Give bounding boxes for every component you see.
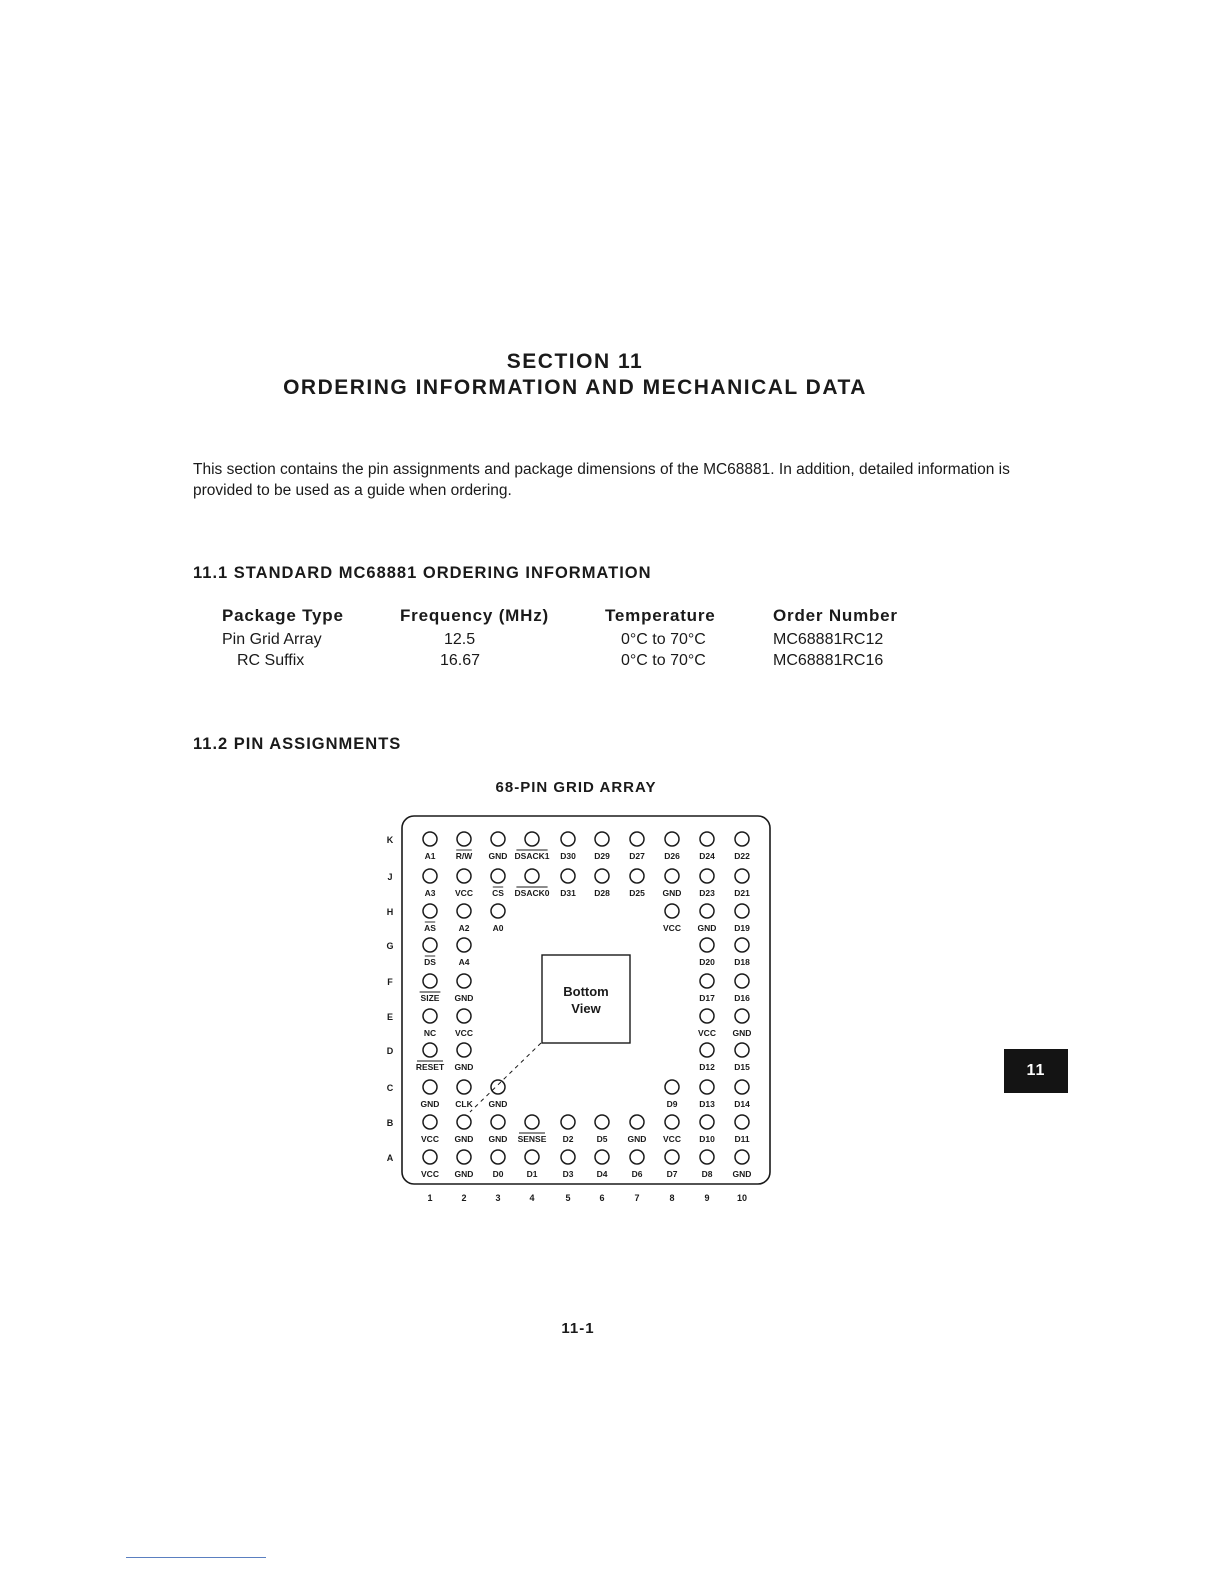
- pin-circle: [525, 832, 539, 846]
- pin-circle: [595, 869, 609, 883]
- pin-label: SIZE: [420, 993, 440, 1003]
- bottom-view-label: View: [571, 1001, 601, 1016]
- pin-circle: [525, 869, 539, 883]
- pin-label: D17: [699, 993, 715, 1003]
- pin-label: CS: [492, 888, 504, 898]
- pin-circle: [423, 1009, 437, 1023]
- pin-label: D21: [734, 888, 750, 898]
- section-number: SECTION 11: [506, 350, 644, 373]
- pin-label: D24: [699, 851, 715, 861]
- pin-label: D27: [629, 851, 645, 861]
- pin-label: D16: [734, 993, 750, 1003]
- order-row1: MC68881RC12: [773, 631, 884, 648]
- pin-circle: [423, 938, 437, 952]
- pin-label: D19: [734, 923, 750, 933]
- pin-label: GND: [488, 851, 508, 861]
- pin-circle: [457, 1080, 471, 1094]
- pin-circle: [735, 832, 749, 846]
- pin-label: D23: [699, 888, 715, 898]
- pin-circle: [735, 1115, 749, 1129]
- col-number: 3: [495, 1193, 501, 1203]
- row-letter: G: [386, 941, 394, 951]
- pin-circle: [423, 832, 437, 846]
- pin-label: D26: [664, 851, 680, 861]
- pin-label: D0: [492, 1169, 504, 1179]
- pin-circle: [423, 869, 437, 883]
- pin-label: NC: [423, 1028, 437, 1038]
- pin-circle: [525, 1150, 539, 1164]
- pin-label: D18: [734, 957, 750, 967]
- bottom-view-label: Bottom: [563, 984, 609, 999]
- col-number: 1: [427, 1193, 433, 1203]
- pin-circle: [630, 832, 644, 846]
- pin-circle: [735, 1009, 749, 1023]
- pin-label: D28: [594, 888, 610, 898]
- pin-circle: [595, 1150, 609, 1164]
- pin-circle: [665, 904, 679, 918]
- pin-label: GND: [627, 1134, 647, 1144]
- pin-label: D10: [699, 1134, 715, 1144]
- pin-label: SENSE: [517, 1134, 547, 1144]
- pin-circle: [423, 1043, 437, 1057]
- pin-circle: [423, 1150, 437, 1164]
- col-header-package: Package Type: [222, 606, 344, 625]
- pin-circle: [561, 1150, 575, 1164]
- pin-label: D29: [594, 851, 610, 861]
- col-number: 10: [736, 1193, 748, 1203]
- pin-label: GND: [454, 993, 474, 1003]
- pin-label: D5: [596, 1134, 608, 1144]
- pin-circle: [595, 1115, 609, 1129]
- pin-label: D15: [734, 1062, 750, 1072]
- pin-label: D6: [631, 1169, 643, 1179]
- pin-label: D31: [560, 888, 576, 898]
- intro-paragraph: This section contains the pin assignments and package dimensions of the MC68881. In addition, detailed information is provided to be used as a guide when ordering.: [193, 461, 1010, 499]
- pin-circle: [457, 974, 471, 988]
- row-letter: F: [387, 977, 393, 987]
- pin-circle: [561, 832, 575, 846]
- pin-label: D11: [734, 1134, 750, 1144]
- pin-circle: [700, 1080, 714, 1094]
- pin-label: D12: [699, 1062, 715, 1072]
- pin-label: VCC: [698, 1028, 716, 1038]
- pin-label: D25: [629, 888, 645, 898]
- pin-circle: [735, 974, 749, 988]
- pin-circle: [561, 1115, 575, 1129]
- pin-label: VCC: [421, 1134, 439, 1144]
- row-letter: K: [386, 835, 394, 845]
- pins-heading: 11.2 PIN ASSIGNMENTS: [193, 735, 402, 753]
- pin-circle: [491, 869, 505, 883]
- pin-label: A1: [424, 851, 436, 861]
- row-letter: B: [386, 1118, 394, 1128]
- pin-circle: [665, 832, 679, 846]
- package-type-line2: RC Suffix: [237, 652, 305, 669]
- row-letter: C: [386, 1083, 394, 1093]
- pin-circle: [665, 869, 679, 883]
- pin-circle: [630, 1150, 644, 1164]
- pin-circle: [735, 1080, 749, 1094]
- pin-circle: [457, 869, 471, 883]
- section-title: ORDERING INFORMATION AND MECHANICAL DATA: [283, 376, 867, 399]
- pin-circle: [700, 904, 714, 918]
- pin-label: GND: [454, 1062, 474, 1072]
- footer-rule: [126, 1557, 266, 1558]
- figure-title: 68-PIN GRID ARRAY: [495, 779, 657, 796]
- pin-circle: [491, 1150, 505, 1164]
- pin-label: VCC: [455, 1028, 473, 1038]
- pin-label: GND: [420, 1099, 440, 1109]
- col-number: 7: [634, 1193, 640, 1203]
- freq-row2: 16.67: [440, 652, 481, 669]
- pin-circle: [630, 1115, 644, 1129]
- pin-circle: [457, 1043, 471, 1057]
- pin-label: GND: [662, 888, 682, 898]
- pin-circle: [700, 938, 714, 952]
- pin-label: D2: [562, 1134, 574, 1144]
- pin-circle: [735, 904, 749, 918]
- pin-label: DSACK0: [514, 888, 550, 898]
- pin-circle: [700, 869, 714, 883]
- pin-label: D7: [666, 1169, 678, 1179]
- pin-label: VCC: [663, 923, 681, 933]
- pin-label: A4: [458, 957, 470, 967]
- pin-circle: [630, 869, 644, 883]
- pin-label: GND: [454, 1134, 474, 1144]
- pin-circle: [735, 1150, 749, 1164]
- pin-circle: [423, 1080, 437, 1094]
- pin-label: D4: [596, 1169, 608, 1179]
- pin-circle: [423, 1115, 437, 1129]
- pin-label: A0: [492, 923, 504, 933]
- pin-circle: [423, 974, 437, 988]
- ordering-heading: 11.1 STANDARD MC68881 ORDERING INFORMATION: [193, 564, 652, 582]
- pin-label: GND: [454, 1169, 474, 1179]
- temp-row1: 0°C to 70°C: [621, 631, 706, 648]
- pin-label: D9: [666, 1099, 678, 1109]
- row-letter: H: [386, 907, 394, 917]
- pin-circle: [457, 1009, 471, 1023]
- col-header-temperature: Temperature: [605, 606, 716, 625]
- pin-label: R/W: [455, 851, 473, 861]
- col-number: 4: [529, 1193, 535, 1203]
- pin-circle: [735, 1043, 749, 1057]
- pin-label: A3: [424, 888, 436, 898]
- pin-label: D8: [701, 1169, 713, 1179]
- pin-circle: [665, 1150, 679, 1164]
- pin-label: D1: [526, 1169, 538, 1179]
- pin-label: VCC: [663, 1134, 681, 1144]
- pin-label: VCC: [455, 888, 473, 898]
- pin-circle: [735, 938, 749, 952]
- pin-circle: [595, 832, 609, 846]
- pin-label: AS: [424, 923, 436, 933]
- row-letter: J: [387, 872, 393, 882]
- pin-circle: [491, 832, 505, 846]
- package-type-line1: Pin Grid Array: [222, 631, 322, 648]
- pin-label: GND: [488, 1099, 508, 1109]
- pin-circle: [457, 1115, 471, 1129]
- col-number: 2: [461, 1193, 467, 1203]
- pin-label: GND: [488, 1134, 508, 1144]
- col-number: 8: [669, 1193, 675, 1203]
- pin-label: D30: [560, 851, 576, 861]
- pin-circle: [700, 1043, 714, 1057]
- pin-circle: [735, 869, 749, 883]
- pin-label: GND: [697, 923, 717, 933]
- bottom-view-box: [542, 955, 630, 1043]
- pin-label: D14: [734, 1099, 750, 1109]
- col-header-order: Order Number: [773, 606, 898, 625]
- pin-label: D3: [562, 1169, 574, 1179]
- col-header-frequency: Frequency (MHz): [400, 606, 549, 625]
- row-letter: D: [386, 1046, 394, 1056]
- pin-circle: [457, 938, 471, 952]
- col-number: 5: [565, 1193, 571, 1203]
- pin-circle: [457, 832, 471, 846]
- pin-label: GND: [732, 1169, 752, 1179]
- pin-label: A2: [458, 923, 470, 933]
- page-number: 11-1: [561, 1320, 595, 1337]
- pin-circle: [700, 1009, 714, 1023]
- pin-circle: [700, 832, 714, 846]
- pin-label: CLK: [455, 1099, 473, 1109]
- pin-label: RESET: [415, 1062, 445, 1072]
- pin-circle: [700, 1115, 714, 1129]
- col-number: 6: [599, 1193, 605, 1203]
- pin-label: DS: [424, 957, 436, 967]
- pin-label: VCC: [421, 1169, 439, 1179]
- pin-circle: [700, 1150, 714, 1164]
- pin-circle: [491, 1080, 505, 1094]
- pin-label: DSACK1: [514, 851, 550, 861]
- pin-label: D20: [699, 957, 715, 967]
- pin-label: GND: [732, 1028, 752, 1038]
- row-letter: E: [386, 1012, 394, 1022]
- pin-circle: [700, 974, 714, 988]
- pin-circle: [665, 1115, 679, 1129]
- pin-circle: [423, 904, 437, 918]
- pin-circle: [491, 1115, 505, 1129]
- pin-label: D22: [734, 851, 750, 861]
- pin-circle: [457, 1150, 471, 1164]
- freq-row1: 12.5: [444, 631, 476, 648]
- pin-circle: [525, 1115, 539, 1129]
- col-number: 9: [704, 1193, 710, 1203]
- row-letter: A: [386, 1153, 394, 1163]
- pin-circle: [561, 869, 575, 883]
- section-tab: 11: [1004, 1049, 1068, 1093]
- temp-row2: 0°C to 70°C: [621, 652, 706, 669]
- order-row2: MC68881RC16: [773, 652, 884, 669]
- pin-circle: [665, 1080, 679, 1094]
- pin-circle: [491, 904, 505, 918]
- pin-label: D13: [699, 1099, 715, 1109]
- pin-circle: [457, 904, 471, 918]
